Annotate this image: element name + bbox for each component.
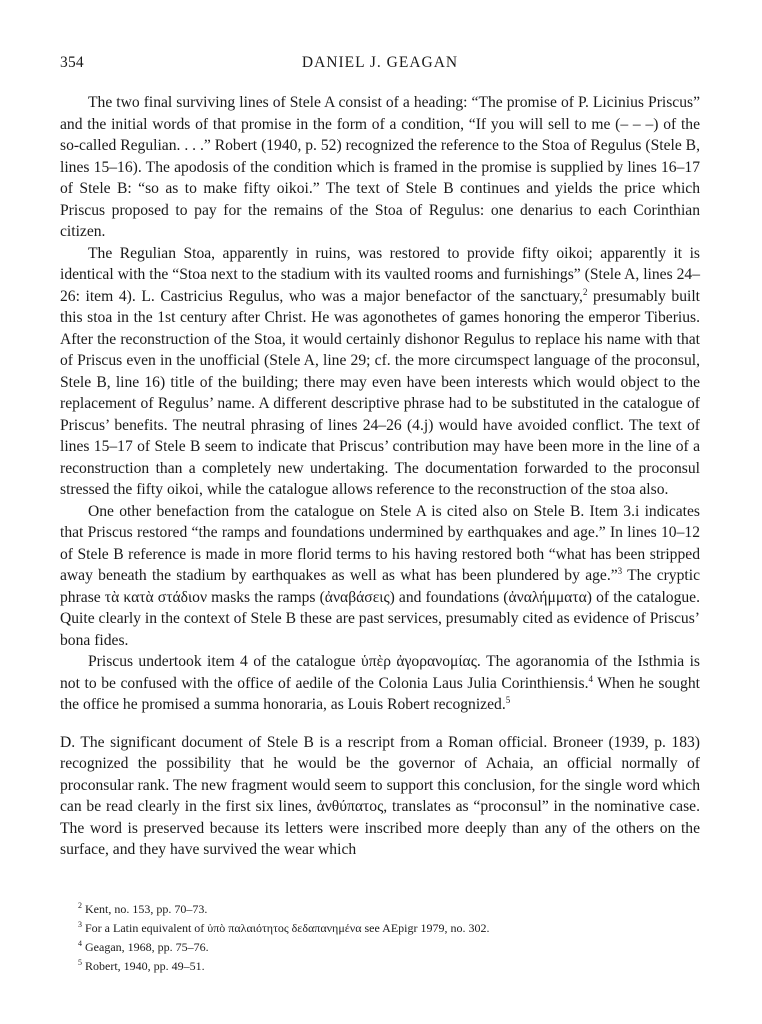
footnote-number: 5	[78, 958, 82, 967]
footnote-ref-2: 2	[582, 286, 588, 297]
page-header	[60, 54, 700, 76]
paragraph-3	[60, 501, 700, 652]
paragraph-1: The two final surviving lines of Stele A consist of a heading: “The promise of P. Licinius Priscus” and the initial words of that promise in the form of a condition, “If you will sell to me (– – –) of the so-called Regulian. . . .” Robert (1940, p. 52) recognized the reference to the Stoa of Regulus (Stele B, lines 15–16). The apodosis of the condition which is framed in the promise is supplied by lines 16–17 of Stele B: “so as to make fifty oikoi.” The text of Stele B continues and yields the price which Priscus proposed to pay for the remains of the Stoa of Regulus: one denarius to each Corinthian citizen.	[60, 94, 700, 240]
footnote-text: Kent, no. 153, pp. 70–73.	[82, 902, 208, 916]
footnote-text: Geagan, 1968, pp. 75–76.	[82, 940, 209, 954]
footnote	[78, 936, 698, 955]
paragraph-3-part-b: The cryptic phrase τὰ κατὰ στάδιον masks the ramps (ἀναβάσεις) and foundations (ἀναλήμματα) of the catalogue. Quite clearly in the context of Stele B these are past services, presumably cited as evidence of Priscus’ bona fides.	[60, 567, 700, 649]
page-number: 354	[60, 54, 84, 71]
footnote-number: 4	[78, 939, 82, 948]
section-d-paragraph: D. The significant document of Stele B is a rescript from a Roman official. Broneer (1939, p. 183) recognized the possibility that he would be the governor of Achaia, an official normally of proconsular rank. The new fragment would seem to support this conclusion, for the single word which can be read clearly in the first six lines, ἀνθύπατος, translates as “proconsul” in the nominative case. The word is preserved because its letters were inscribed more deeply than any of the others on the surface, and they have survived the wear which	[60, 733, 700, 858]
footnote	[78, 898, 698, 917]
paragraph-2-part-a: The Regulian Stoa, apparently in ruins, was restored to provide fifty oikoi; apparently it is identical with the “Stoa next to the stadium with its vaulted rooms and furnishings” (Stele A, lines 24–26: item 4). L. Castricius Regulus, who was a major benefactor of the sanctuary,	[60, 244, 700, 305]
footnote-number: 2	[78, 901, 82, 910]
footnotes	[78, 898, 698, 974]
footnote	[78, 955, 698, 974]
footnote	[78, 917, 698, 936]
paragraph-4	[60, 651, 700, 716]
paragraph-2-part-b: presumably built this stoa in the 1st century after Christ. He was agonothetes of games honoring the emperor Tiberius. After the reconstruction of the Stoa, it would certainly dishonor Regulus to replace his name with that of Priscus even in the unofficial (Stele A, line 29; cf. the more circumspect language of the proconsul, Stele B, line 16) title of the building; there may even have been interests which would object to the replacement of Regulus’ name. A different descriptive phrase had to be substituted in the catalogue of Priscus’ benefits. The neutral phrasing of lines 24–26 (4.j) would have avoided conflict. The text of lines 15–17 of Stele B seem to indicate that Priscus’ contribution may have been more in the line of a reconstruction than a completely new undertaking. The documentation forwarded to the proconsul stressed the fifty oikoi, while the catalogue allows reference to the reconstruction of the stoa also.	[60, 287, 700, 498]
paragraph-2	[60, 243, 700, 501]
running-head: DANIEL J. GEAGAN	[301, 54, 459, 71]
footnote-ref-4: 4	[588, 673, 593, 684]
paragraph-3-part-a: One other benefaction from the catalogue on Stele A is cited also on Stele B. Item 3.i indicates that Priscus restored “the ramps and foundations undermined by earthquakes and age.” In lines 10–12 of Stele B reference is made in more florid terms to his having restored both “what has been stripped away beneath the stadium by earthquakes as well as what has been plundered by age.”	[60, 502, 700, 584]
footnote-ref-3: 3	[617, 565, 623, 576]
footnote-text: For a Latin equivalent of ὑπὸ παλαιότητος δεδαπανημένα see AEpigr 1979, no. 302.	[82, 921, 490, 935]
body-text	[60, 92, 700, 861]
footnote-ref-5: 5	[505, 694, 511, 705]
paragraph-4-part-a: Priscus undertook item 4 of the catalogue ὑπὲρ ἀγορανομίας. The agoranomia of the Isthmia is not to be confused with the office of aedile of the Colonia Laus Julia Corinthiensis.	[60, 653, 700, 692]
footnote-number: 3	[78, 920, 82, 929]
paragraph-4-part-b: When he sought the office he promised a summa honoraria, as Louis Robert recognized.	[60, 674, 700, 713]
footnote-text: Robert, 1940, pp. 49–51.	[82, 959, 205, 973]
